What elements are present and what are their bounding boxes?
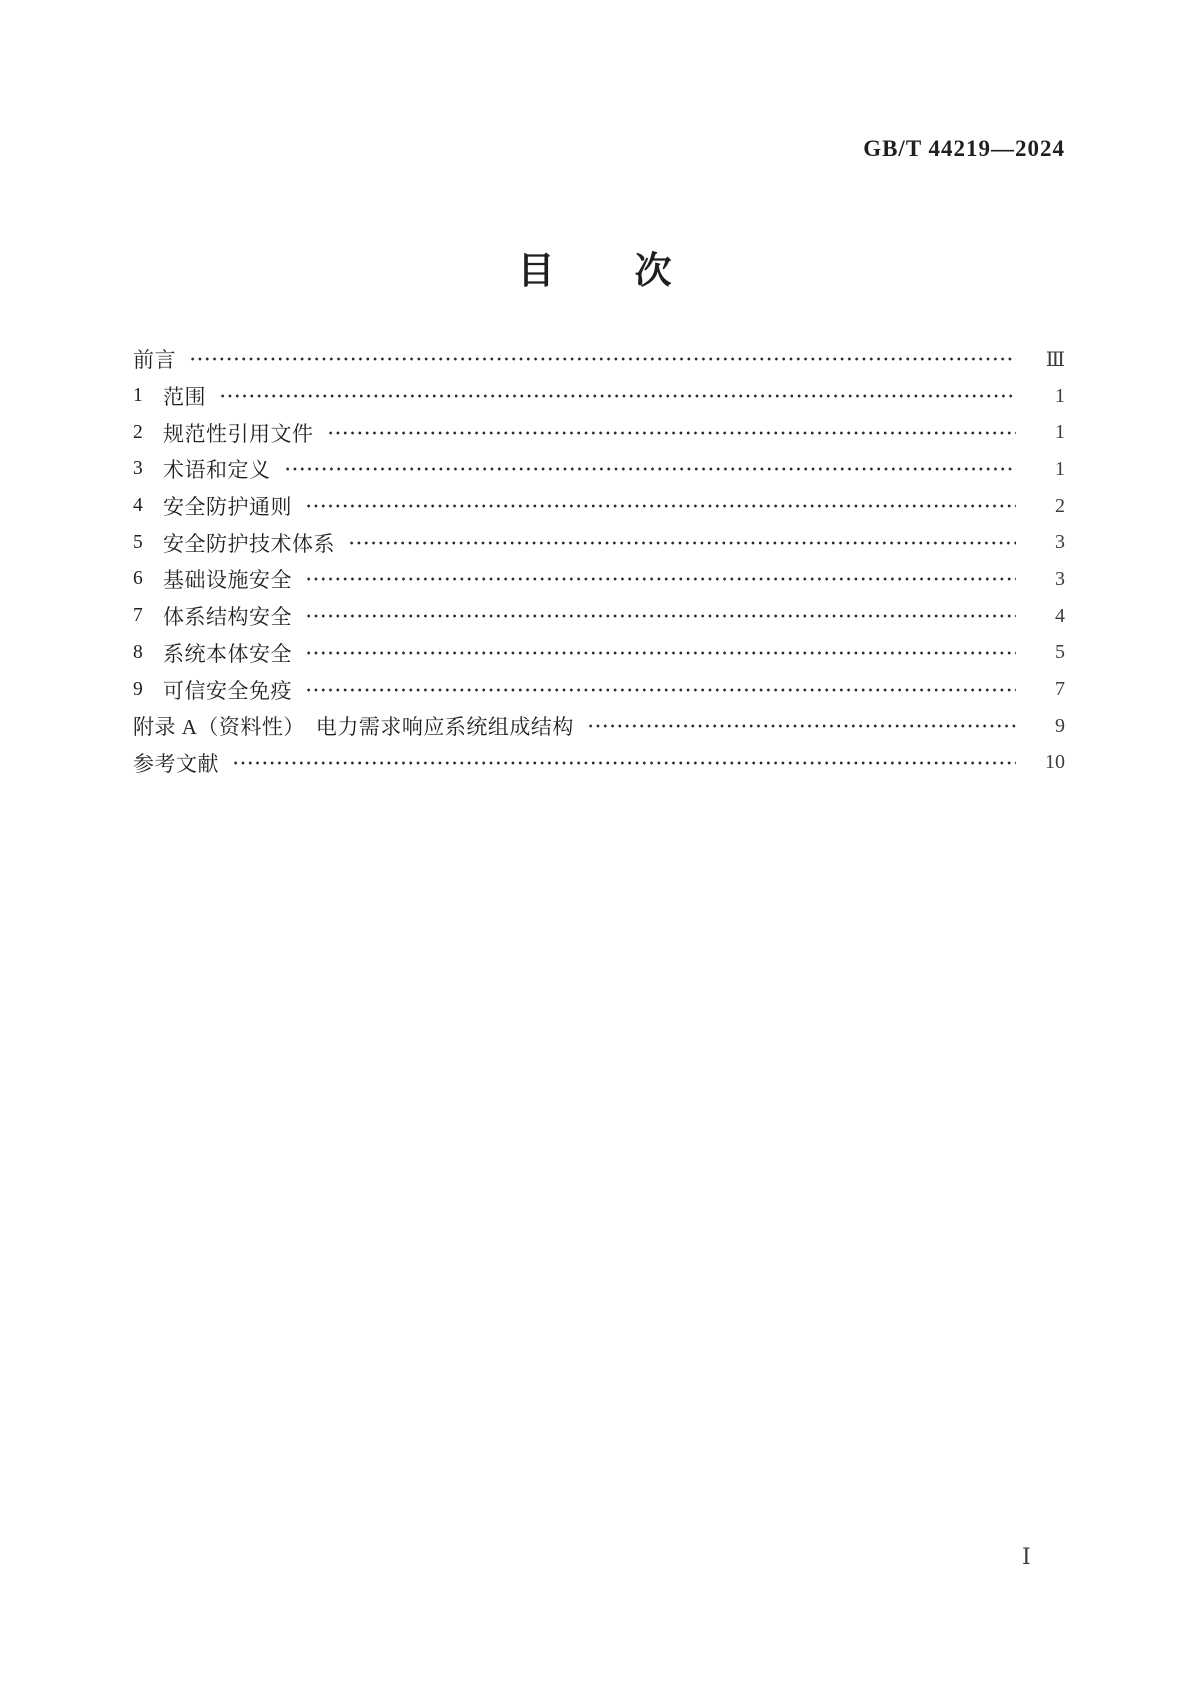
toc-entry-label: 附录 A（资料性） 电力需求响应系统组成结构: [133, 715, 574, 740]
dot-leader-icon: [587, 708, 1016, 745]
toc-entry-page: 3: [1055, 567, 1065, 590]
toc-entry-number: 9: [133, 678, 143, 700]
toc-entry-number: 6: [133, 568, 143, 590]
toc-entry: [133, 598, 1065, 635]
toc-entry-label: 规范性引用文件: [163, 421, 314, 446]
toc-entry-page: 4: [1055, 604, 1065, 627]
toc-entry-number: 8: [133, 641, 143, 663]
toc-entry-number: 7: [133, 605, 143, 627]
toc-entry: [133, 524, 1065, 561]
footer-page-number: Ⅰ: [1022, 1544, 1031, 1569]
toc-entry-label: 参考文献: [133, 751, 219, 776]
toc-entry: [133, 708, 1065, 745]
toc-entry-label: 系统本体安全: [163, 641, 292, 666]
toc-entry-page: 10: [1045, 751, 1065, 774]
toc-entry: [133, 378, 1065, 415]
page-title: 目 次: [517, 251, 674, 292]
toc-entry-label: 范围: [163, 385, 206, 410]
toc-entry-page: Ⅲ: [1045, 348, 1065, 371]
dot-leader-icon: [305, 488, 1016, 525]
toc-entry-number: 4: [133, 495, 143, 517]
dot-leader-icon: [219, 378, 1016, 415]
toc-entry-label: 安全防护技术体系: [163, 531, 335, 556]
dot-leader-icon: [284, 451, 1017, 488]
toc-entry: [133, 671, 1065, 708]
toc-entry-label: 安全防护通则: [163, 495, 292, 520]
toc-entry-page: 2: [1055, 494, 1065, 517]
dot-leader-icon: [189, 341, 1016, 378]
toc-entry: [133, 745, 1065, 782]
toc-entry-page: 1: [1055, 457, 1065, 480]
toc-entry-number: 2: [133, 421, 143, 443]
toc-entry: [133, 561, 1065, 598]
toc-list: [133, 341, 1065, 781]
toc-entry: [133, 451, 1065, 488]
toc-entry-page: 1: [1055, 384, 1065, 407]
toc-entry-page: 3: [1055, 531, 1065, 554]
toc-entry-label: 前言: [133, 348, 176, 373]
toc-entry: [133, 414, 1065, 451]
standard-code-header: GB/T 44219—2024: [863, 136, 1065, 161]
toc-entry: [133, 488, 1065, 525]
toc-entry-number: 1: [133, 385, 143, 407]
toc-entry-number: 3: [133, 458, 143, 480]
dot-leader-icon: [305, 635, 1016, 672]
toc-entry-page: 5: [1055, 641, 1065, 664]
dot-leader-icon: [305, 598, 1016, 635]
dot-leader-icon: [232, 745, 1016, 782]
toc-entry-page: 7: [1055, 678, 1065, 701]
toc-entry-page: 9: [1055, 714, 1065, 737]
toc-entry-label: 体系结构安全: [163, 605, 292, 630]
toc-entry-label: 术语和定义: [163, 458, 271, 483]
toc-entry: [133, 341, 1065, 378]
toc-entry: [133, 635, 1065, 672]
dot-leader-icon: [348, 524, 1016, 561]
toc-entry-label: 基础设施安全: [163, 568, 292, 593]
toc-entry-label: 可信安全免疫: [163, 678, 292, 703]
toc-entry-number: 5: [133, 531, 143, 553]
dot-leader-icon: [305, 671, 1016, 708]
dot-leader-icon: [305, 561, 1016, 598]
toc-entry-page: 1: [1055, 421, 1065, 444]
dot-leader-icon: [327, 414, 1017, 451]
